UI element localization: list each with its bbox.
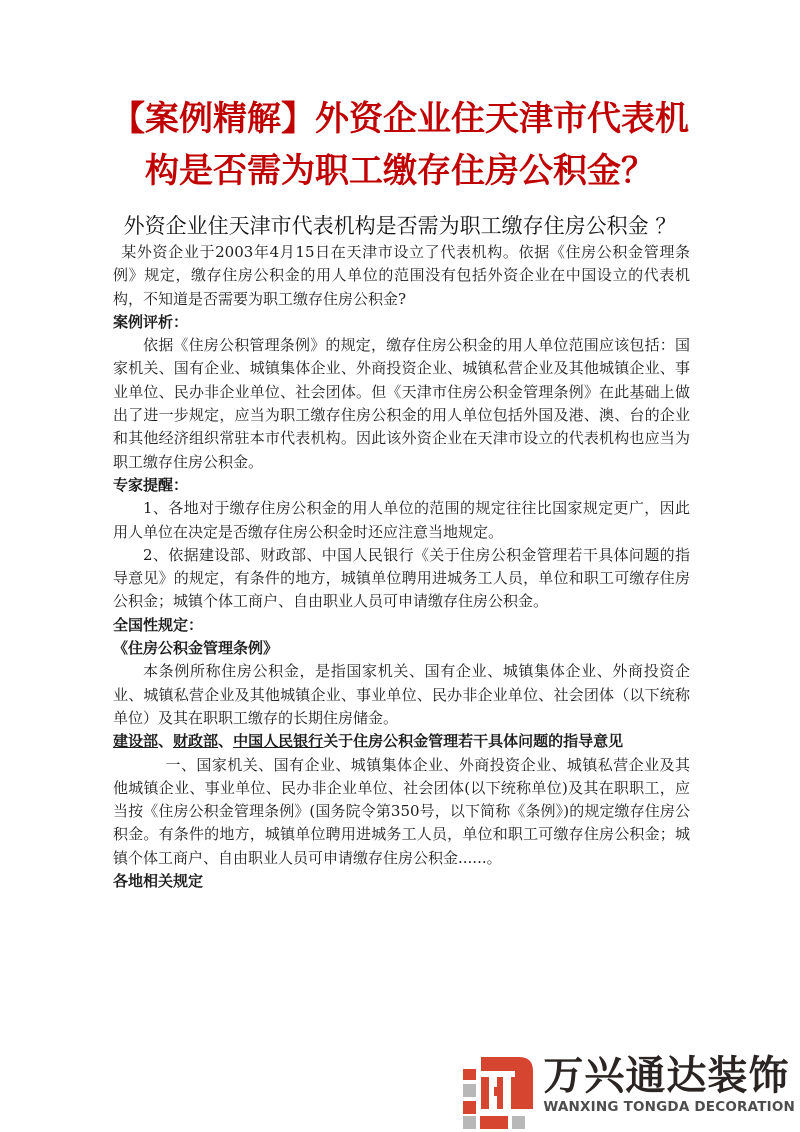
guidance-paragraph: 一、国家机关、国有企业、城镇集体企业、外商投资企业、城镇私营企业及其他城镇企业、事业单位、民办非企业单位、社会团体(以下统称单位)及其在职职工，应当按《住房公积金管理条例》(国务院令第350号，以下简称《条例》)的规定缴存住房公积金。有条件的地方，城镇单位聘用进城务工人员，单位和职工可缴存住房公积金；城镇个体工商户、自由职业人员可申请缴存住房公积金......。 <box>113 755 690 867</box>
company-logo <box>463 1053 795 1129</box>
guidance-org-1: 建设部 <box>113 732 159 751</box>
page-title-line2: 构是否需为职工缴存住房公积金？ <box>145 151 655 191</box>
page-title-line1: 【案例精解】外资企业住天津市代表机 <box>111 99 689 139</box>
expert-reminder-heading: 专家提醒： <box>113 475 189 494</box>
national-rules-heading: 全国性规定： <box>113 615 204 634</box>
expert-item-2: 2、依据建设部、财政部、中国人民银行《关于住房公积金管理若干具体问题的指导意见》的规定，有条件的地方，城镇单位聘用进城务工人员，单位和职工可缴存住房公积金；城镇个体工商户、自由职业人员可申请缴存住房公积金。 <box>113 545 690 611</box>
case-analysis-heading: 案例评析： <box>113 312 189 331</box>
expert-item-1: 1、各地对于缴存住房公积金的用人单位的范围的规定往往比国家规定更广，因此用人单位在决定是否缴存住房公积金时还应注意当地规定。 <box>113 499 690 541</box>
guidance-sep-1: 、 <box>158 732 174 751</box>
case-analysis-paragraph: 依据《住房公积管理条例》的规定，缴存住房公积金的用人单位范围应该包括：国家机关、国有企业、城镇集体企业、外商投资企业、城镇私营企业及其他城镇企业、事业单位、民办非企业单位、社会团体。但《天津市住房公积金管理条例》在此基础上做出了进一步规定，应当为职工缴存住房公积金的用人单位包括外国及港、澳、台的企业和其他经济组织常驻本市代表机构。因此该外资企业在天津市设立的代表机构也应当为职工缴存住房公积金。 <box>113 336 690 471</box>
logo-name-english: WANXING TONGDA DECORATION <box>543 1099 795 1115</box>
guidance-heading-rest: 关于住房公积金管理若干具体问题的指导意见 <box>323 732 624 751</box>
page-title <box>55 93 745 197</box>
regulation-title: 《住房公积金管理条例》 <box>113 639 279 658</box>
local-rules-heading: 各地相关规定 <box>113 872 204 891</box>
intro-paragraph: 某外资企业于2003年4月15日在天津市设立了代表机构。依据《住房公积金管理条例》规定，缴存住房公积金的用人单位的范围没有包括外资企业在中国设立的代表机构，不知道是否需要为职工缴存住房公积金? <box>113 243 690 308</box>
guidance-sep-2: 、 <box>218 732 234 751</box>
guidance-org-2: 财政部 <box>173 732 219 751</box>
regulation-paragraph: 本条例所称住房公积金，是指国家机关、国有企业、城镇集体企业、外商投资企业、城镇私营企业及其他城镇企业、事业单位、民办非企业单位、社会团体（以下统称单位）及其在职职工缴存的长期住房储金。 <box>113 662 690 727</box>
wanxing-logo-icon <box>463 1055 533 1129</box>
article-body <box>113 241 690 893</box>
page-subtitle: 外资企业住天津市代表机构是否需为职工缴存住房公积金 ？ <box>123 214 677 238</box>
logo-text-block <box>543 1053 795 1115</box>
guidance-heading <box>113 730 690 753</box>
guidance-org-3: 中国人民银行 <box>233 732 324 751</box>
logo-name-chinese: 万兴通达装饰 <box>543 1053 790 1099</box>
